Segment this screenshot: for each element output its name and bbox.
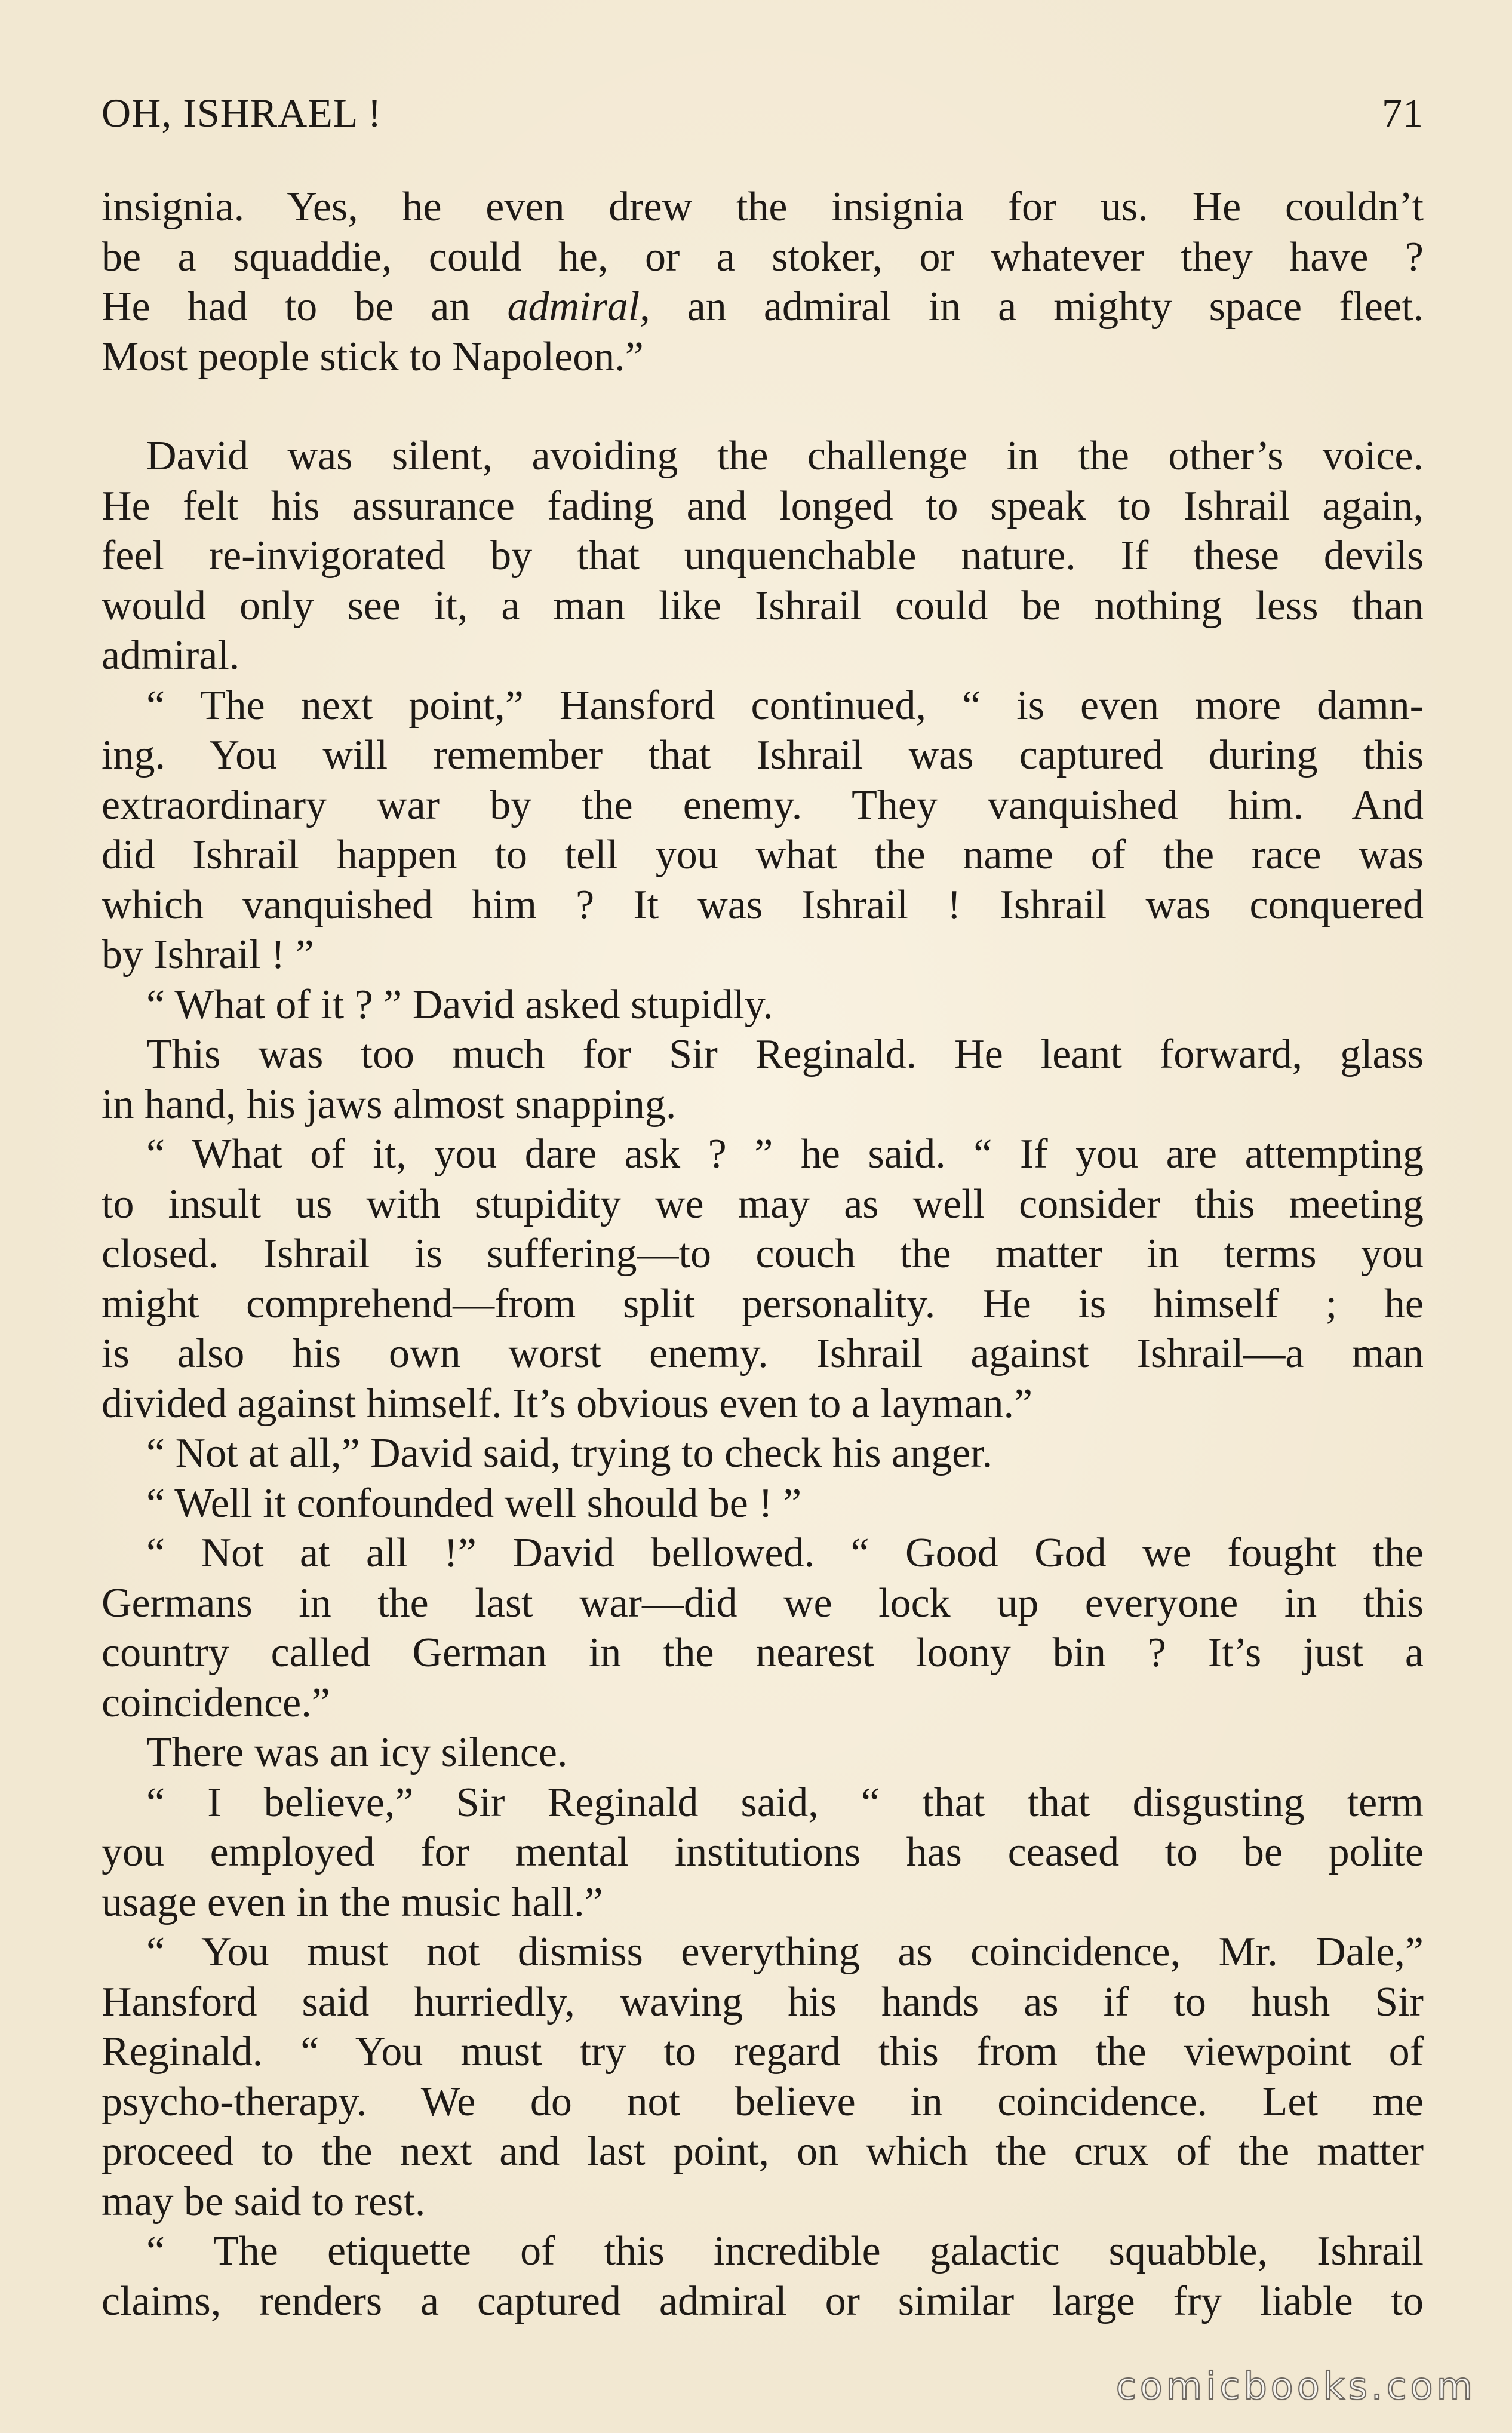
paragraph: [102, 1778, 1424, 1928]
paragraph: [102, 1479, 1424, 1529]
text-line: you employed for mental institutions has ceased to be polite: [102, 1829, 1424, 1875]
text-line: by Ishrail ! ”: [102, 932, 314, 978]
body-text: [102, 182, 1424, 2326]
paragraph: [102, 980, 1424, 1030]
text-line: closed. Ishrail is suffering—to couch the matter in terms you: [102, 1231, 1424, 1277]
running-head: OH, ISHRAEL !: [102, 90, 382, 136]
text-line: may be said to rest.: [102, 2178, 426, 2225]
text-line: “ The next point,” Hansford continued, “ is even more damn-: [146, 682, 1424, 729]
text-line: extraordinary war by the enemy. They vanquished him. And: [102, 782, 1424, 828]
text-line: feel re-invigorated by that unquenchable nature. If these devils: [102, 533, 1424, 579]
paragraph: [102, 431, 1424, 681]
text-line: David was silent, avoiding the challenge in the other’s voice.: [146, 433, 1424, 479]
text-line: This was too much for Sir Reginald. He leant forward, glass: [146, 1031, 1424, 1077]
paragraph: [102, 2226, 1424, 2326]
text-line: to insult us with stupidity we may as well consider this meeting: [102, 1181, 1424, 1227]
watermark: comicbooks.com: [1115, 2364, 1476, 2408]
paragraph: [102, 1927, 1424, 2226]
paragraph: [102, 182, 1424, 382]
text-line: Reginald. “ You must try to regard this from the viewpoint of: [102, 2029, 1424, 2075]
paragraph: [102, 1030, 1424, 1129]
text-line: There was an icy silence.: [146, 1729, 568, 1775]
text-line: coincidence.”: [102, 1679, 330, 1726]
text-line: did Ishrail happen to tell you what the name of the race was: [102, 832, 1424, 878]
paragraph: [102, 1429, 1424, 1479]
text-line: “ What of it, you dare ask ? ” he said. “ If you are attempting: [146, 1131, 1424, 1177]
text-line: “ Not at all,” David said, trying to check his anger.: [146, 1430, 993, 1476]
text-line: country called German in the nearest loony bin ? It’s just a: [102, 1630, 1424, 1676]
text-line: “ I believe,” Sir Reginald said, “ that that disgusting term: [146, 1779, 1424, 1826]
page-number: 71: [1382, 90, 1424, 136]
paragraph: [102, 1528, 1424, 1728]
paragraph: [102, 1728, 1424, 1778]
paragraph: [102, 681, 1424, 980]
text-line: Germans in the last war—did we lock up everyone in this: [102, 1580, 1424, 1626]
text-line: usage even in the music hall.”: [102, 1879, 603, 1925]
text-line: He had to be an admiral, an admiral in a mighty space fleet.: [102, 284, 1424, 330]
paragraph: [102, 1129, 1424, 1429]
text-line: ing. You will remember that Ishrail was captured during this: [102, 732, 1424, 778]
text-line: He felt his assurance fading and longed to speak to Ishrail again,: [102, 483, 1424, 529]
text-line: claims, renders a captured admiral or similar large fry liable to: [102, 2278, 1424, 2324]
text-line: “ What of it ? ” David asked stupidly.: [146, 981, 773, 1028]
text-line: “ You must not dismiss everything as coincidence, Mr. Dale,”: [146, 1929, 1424, 1975]
text-line: Hansford said hurriedly, waving his hands as if to hush Sir: [102, 1979, 1424, 2025]
text-line: which vanquished him ? It was Ishrail ! Ishrail was conquered: [102, 881, 1424, 928]
paragraph-gap: [102, 382, 1424, 431]
text-line: is also his own worst enemy. Ishrail against Ishrail—a man: [102, 1331, 1424, 1377]
text-line: divided against himself. It’s obvious even to a layman.”: [102, 1380, 1033, 1427]
text-line: in hand, his jaws almost snapping.: [102, 1081, 677, 1128]
text-line: be a squaddie, could he, or a stoker, or whatever they have ?: [102, 234, 1424, 280]
text-line: “ Not at all !” David bellowed. “ Good God we fought the: [146, 1530, 1424, 1576]
text-line: would only see it, a man like Ishrail could be nothing less than: [102, 582, 1424, 629]
text-line: might comprehend—from split personality. He is himself ; he: [102, 1280, 1424, 1327]
text-line: “ The etiquette of this incredible galactic squabble, Ishrail: [146, 2228, 1424, 2274]
text-line: Most people stick to Napoleon.”: [102, 333, 644, 380]
text-line: admiral.: [102, 632, 240, 678]
text-line: insignia. Yes, he even drew the insignia for us. He couldn’t: [102, 184, 1424, 230]
text-line: “ Well it confounded well should be ! ”: [146, 1480, 802, 1526]
text-line: proceed to the next and last point, on which the crux of the matter: [102, 2128, 1424, 2174]
text-line: psycho-therapy. We do not believe in coincidence. Let me: [102, 2078, 1424, 2125]
page-header: [102, 90, 1424, 143]
